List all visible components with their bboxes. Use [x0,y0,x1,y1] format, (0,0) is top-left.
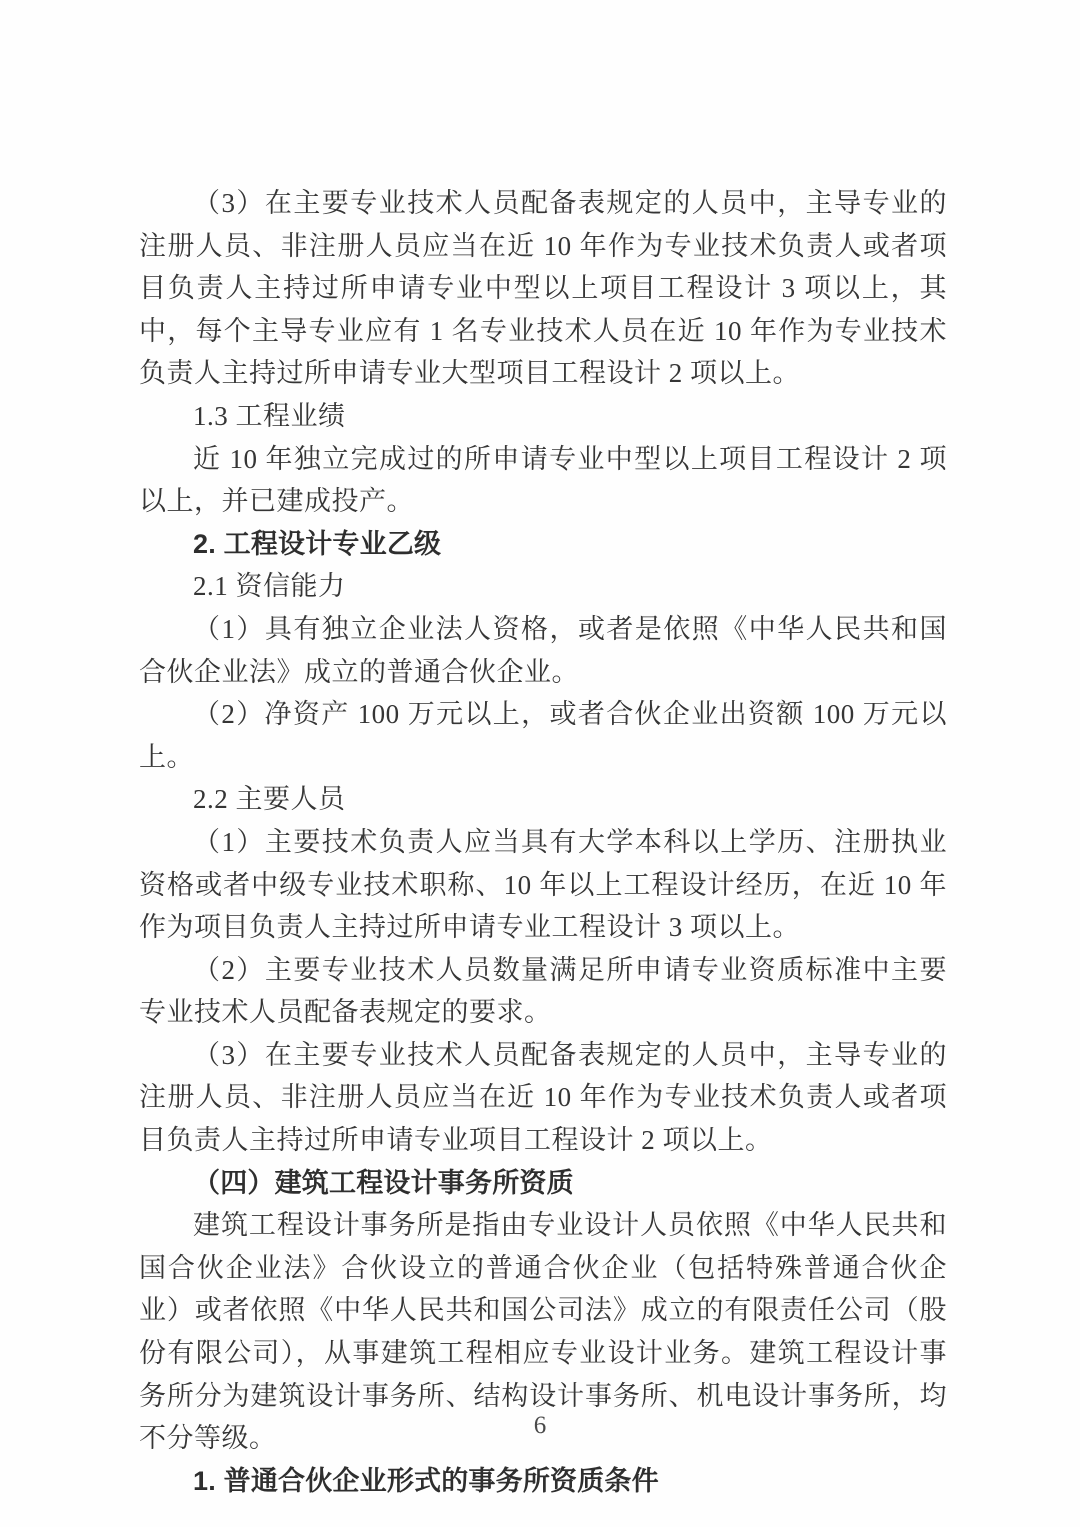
heading-paragraph: 2. 工程设计专业乙级 [193,528,442,559]
body-paragraph: 2.1 资信能力 [193,571,346,602]
body-paragraph: （2）净资产 100 万元以上，或者合伙企业出资额 100 万元以上。 [139,699,947,772]
document-body [139,182,947,1502]
body-paragraph: （3）在主要专业技术人员配备表规定的人员中，主导专业的注册人员、非注册人员应当在近 10 年作为专业技术负责人或者项目负责人主持过所申请专业中型以上项目工程设计 3 项以上，其中，每个主导专业应有 1 名专业技术人员在近 10 年作为专业技术负责人主持过所申请专业大型项目工程设计 2 项以上。 [139,188,947,389]
body-paragraph: （1）具有独立企业法人资格，或者是依照《中华人民共和国合伙企业法》成立的普通合伙企业。 [139,613,947,687]
body-paragraph: （3）在主要专业技术人员配备表规定的人员中，主导专业的注册人员、非注册人员应当在近 10 年作为专业技术负责人或者项目负责人主持过所申请专业项目工程设计 2 项以上。 [139,1039,947,1156]
body-paragraph: 2.2 主要人员 [193,784,346,815]
body-paragraph: （1）主要技术负责人应当具有大学本科以上学历、注册执业资格或者中级专业技术职称、10 年以上工程设计经历，在近 10 年作为项目负责人主持过所申请专业工程设计 3 项以上。 [139,826,947,943]
body-paragraph: （2）主要专业技术人员数量满足所申请专业资质标准中主要专业技术人员配备表规定的要求。 [139,954,947,1028]
heading-paragraph: （四）建筑工程设计事务所资质 [193,1167,574,1198]
body-paragraph: 1.3 工程业绩 [193,400,346,431]
body-paragraph: 近 10 年独立完成过的所申请专业中型以上项目工程设计 2 项以上，并已建成投产。 [139,443,947,517]
heading-paragraph: 1. 普通合伙企业形式的事务所资质条件 [193,1465,659,1496]
body-paragraph: 建筑工程设计事务所是指由专业设计人员依照《中华人民共和国合伙企业法》合伙设立的普通合伙企业（包括特殊普通合伙企业）或者依照《中华人民共和国公司法》成立的有限责任公司（股份有限公司），从事建筑工程相应专业设计业务。建筑工程设计事务所分为建筑设计事务所、结构设计事务所、机电设计事务所，均不分等级。 [139,1210,947,1454]
page-number: 6 [533,1412,547,1439]
